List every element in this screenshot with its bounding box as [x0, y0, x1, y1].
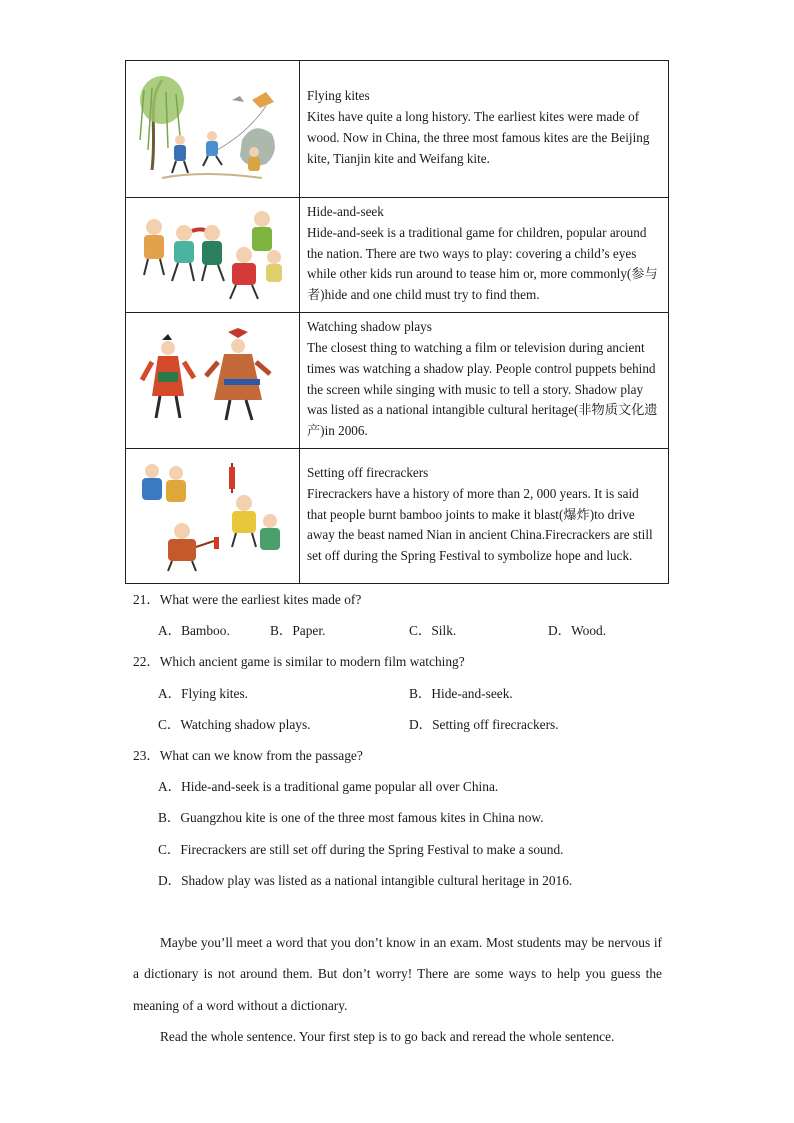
table-row	[126, 313, 669, 449]
shadow-play-illustration	[132, 322, 292, 440]
game-title: Flying kites	[306, 88, 370, 104]
question-text: What were the earliest kites made of?	[159, 592, 362, 607]
question-number: 21．	[133, 592, 160, 607]
game-description: Firecrackers have a history of more than 2, 000 years. It is said that people burnt bamboo joints to make it blast(爆炸)to drive away the beast named Nian in ancient China.Firecrackers are still set off during the Spring Festival to symbolize hope and luck.	[306, 485, 653, 564]
question-number: 22．	[133, 654, 160, 669]
hide-and-seek-illustration	[132, 205, 292, 305]
option-23-c[interactable]: C．Firecrackers are still set off during the Spring Festival to make a sound.	[158, 842, 564, 857]
question-text: What can we know from the passage?	[159, 748, 363, 763]
option-21-a[interactable]: A．Bamboo.	[158, 623, 230, 638]
option-22-d[interactable]: D．Setting off firecrackers.	[409, 717, 559, 732]
question-21	[133, 591, 361, 609]
question-23	[133, 747, 363, 765]
option-22-a[interactable]: A．Flying kites.	[158, 686, 249, 701]
firecrackers-illustration	[132, 457, 292, 575]
image-cell	[126, 61, 300, 198]
game-title: Setting off firecrackers	[306, 465, 429, 480]
option-22-c[interactable]: C．Watching shadow plays.	[158, 717, 311, 732]
question-text: Which ancient game is similar to modern film watching?	[159, 654, 465, 669]
game-title: Watching shadow plays	[306, 319, 432, 335]
image-cell	[126, 198, 300, 313]
text-cell	[299, 449, 668, 584]
option-23-a[interactable]: A．Hide-and-seek is a traditional game popular all over China.	[158, 779, 499, 794]
question-22	[133, 653, 465, 671]
table-row	[126, 61, 669, 198]
text-cell	[299, 61, 668, 198]
table-row	[126, 449, 669, 584]
text-cell	[299, 198, 668, 313]
game-description: The closest thing to watching a film or television during ancient times was watching a shadow play. People control puppets behind the screen while singing with music to tell a story. Shadow play was listed as a national intangible cultural heritage(非物质文化遗产)in 2006.	[306, 339, 658, 439]
passage-paragraph-1: Maybe you’ll meet a word that you don’t know in an exam. Most students may be nervous if a dictionary is not around them. But don’t worry! There are some ways to help you guess the meaning of a word without a dictionary.	[133, 935, 662, 1013]
traditional-games-table	[125, 60, 669, 584]
passage-paragraph-2: Read the whole sentence. Your first step is to go back and reread the whole sentence.	[160, 1029, 615, 1044]
option-23-d[interactable]: D．Shadow play was listed as a national intangible cultural heritage in 2016.	[158, 873, 573, 888]
option-23-b[interactable]: B．Guangzhou kite is one of the three most famous kites in China now.	[158, 810, 544, 825]
option-22-b[interactable]: B．Hide-and-seek.	[409, 686, 513, 701]
option-21-d[interactable]: D．Wood.	[548, 623, 607, 638]
flying-kites-illustration	[132, 70, 292, 188]
game-title: Hide-and-seek	[306, 204, 384, 219]
option-21-b[interactable]: B．Paper.	[270, 623, 326, 638]
game-description: Kites have quite a long history. The earliest kites were made of wood. Now in China, the three most famous kites are the Beijing kite, Tianjin kite and Weifang kite.	[306, 109, 650, 166]
question-number: 23．	[133, 748, 160, 763]
game-description: Hide-and-seek is a traditional game for children, popular around the nation. There are two ways to play: covering a child’s eyes while other kids run around to tease him or, more commonly(参与者)hide and one child must try to find them.	[306, 224, 658, 303]
text-cell	[299, 313, 668, 449]
image-cell	[126, 449, 300, 584]
image-cell	[126, 313, 300, 449]
table-row	[126, 198, 669, 313]
option-21-c[interactable]: C．Silk.	[409, 623, 457, 638]
